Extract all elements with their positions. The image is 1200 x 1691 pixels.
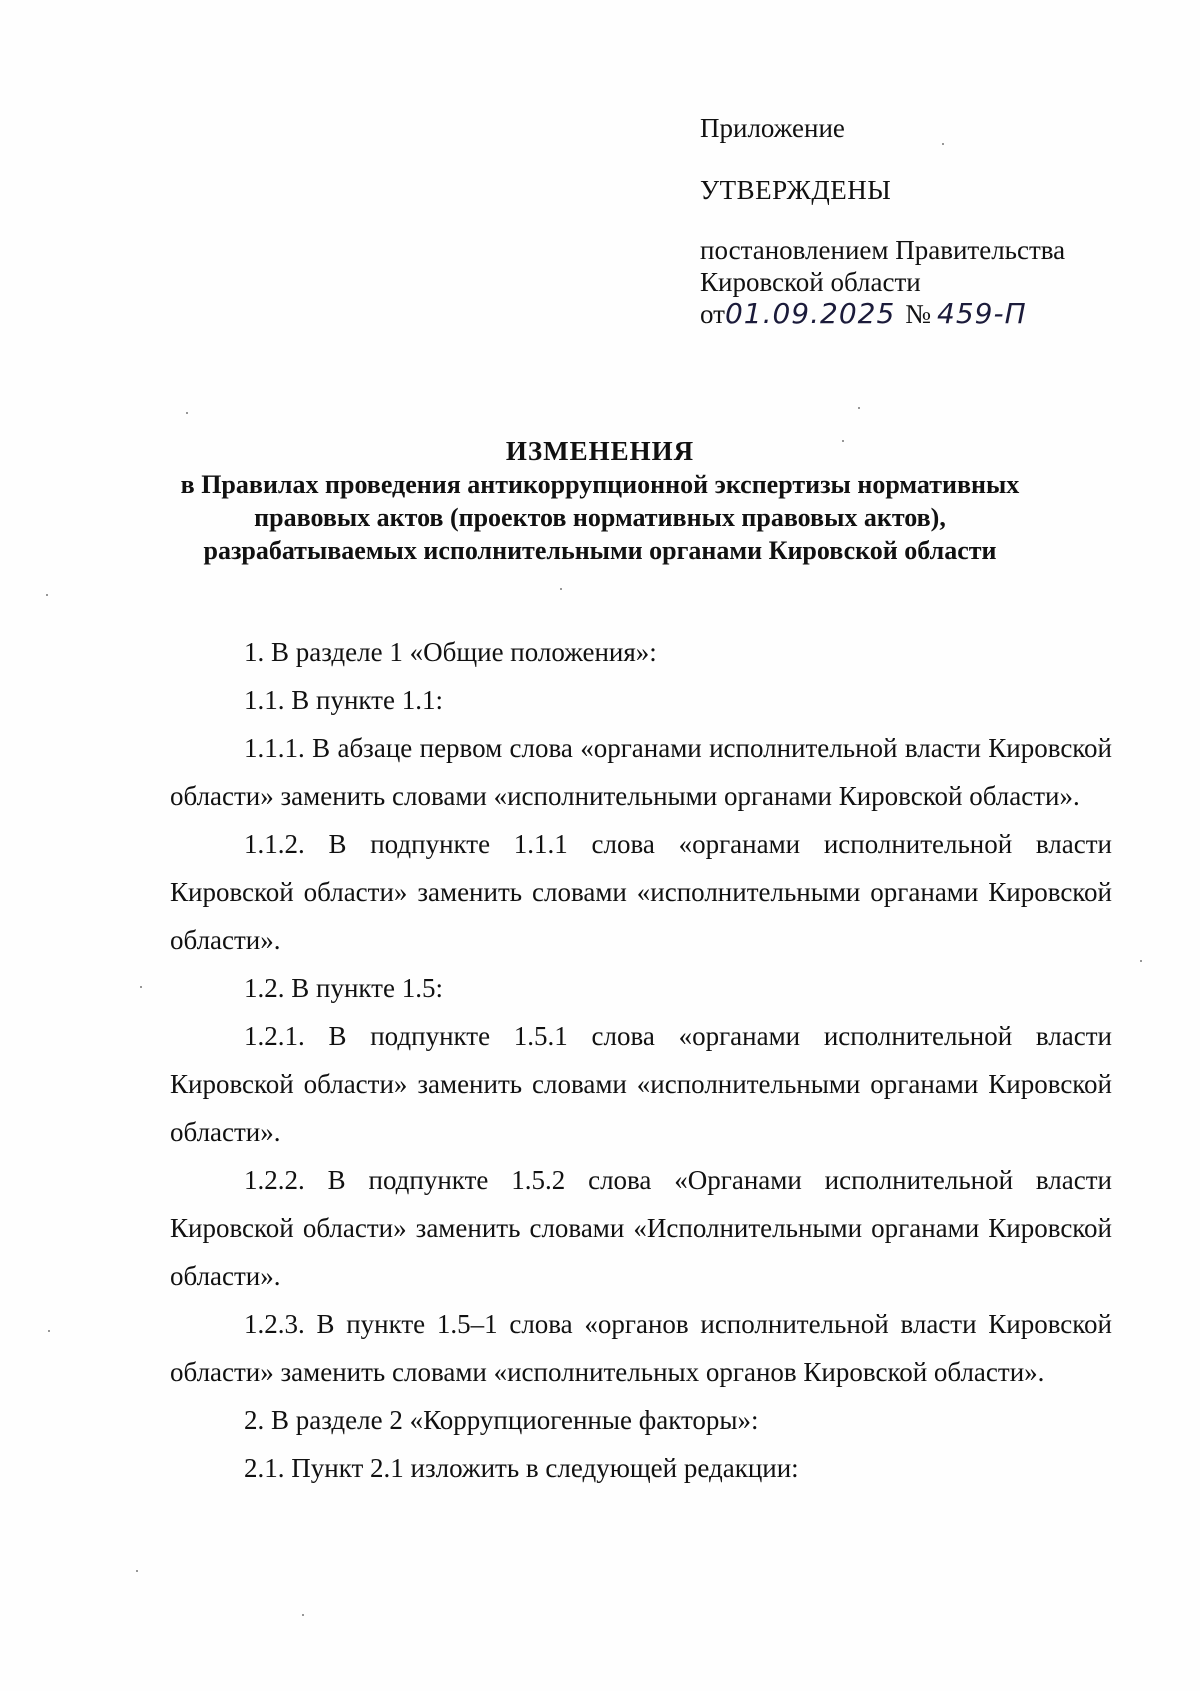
scan-speck	[48, 1330, 50, 1332]
paragraph-1-2-2: 1.2.2. В подпункте 1.5.2 слова «Органами исполнительной власти Кировской области» заменить словами «Исполнительными органами Кировской области».	[170, 1165, 1112, 1291]
paragraph-1-2-3: 1.2.3. В пункте 1.5–1 слова «органов исполнительной власти Кировской области» заменить словами «исполнительных органов Кировской области».	[170, 1309, 1112, 1387]
handwritten-decree-number: 459-П	[937, 297, 1027, 330]
scan-speck	[140, 986, 142, 988]
decree-date-number-line	[700, 298, 1160, 330]
scan-speck	[560, 588, 562, 590]
paragraph-1-2-1: 1.2.1. В подпункте 1.5.1 слова «органами исполнительной власти Кировской области» заменить словами «исполнительными органами Кировской области».	[170, 1021, 1112, 1147]
paragraph-section-2: 2. В разделе 2 «Коррупциогенные факторы»:	[244, 1405, 759, 1435]
date-prefix: от	[700, 299, 725, 329]
paragraph-1-1: 1.1. В пункте 1.1:	[244, 685, 443, 715]
paragraph-1-1-1: 1.1.1. В абзаце первом слова «органами исполнительной власти Кировской области» заменить словами «исполнительными органами Кировской области».	[170, 733, 1112, 811]
document-subtitle-line-3: разрабатываемых исполнительными органами Кировской области	[203, 536, 997, 565]
document-title: ИЗМЕНЕНИЯ	[505, 436, 695, 466]
paragraph-2-1: 2.1. Пункт 2.1 изложить в следующей редакции:	[244, 1453, 799, 1483]
approved-label: УТВЕРЖДЕНЫ	[700, 175, 892, 205]
scan-speck	[186, 412, 188, 414]
scan-speck	[942, 143, 944, 145]
approved-by-line-1: постановлением Правительства	[700, 235, 1066, 265]
approved-by-line-2: Кировской области	[700, 267, 921, 297]
document-subtitle-line-2: правовых актов (проектов нормативных правовых актов),	[254, 503, 946, 532]
paragraph-section-1: 1. В разделе 1 «Общие положения»:	[244, 637, 657, 667]
document-subtitle-line-1: в Правилах проведения антикоррупционной экспертизы нормативных	[180, 470, 1020, 499]
paragraph-1-1-2: 1.1.2. В подпункте 1.1.1 слова «органами исполнительной власти Кировской области» заменить словами «исполнительными органами Кировской области».	[170, 829, 1112, 955]
scan-speck	[842, 440, 844, 442]
scan-speck	[1140, 960, 1142, 962]
number-sign: №	[905, 299, 932, 329]
appendix-label: Приложение	[700, 113, 845, 143]
approval-block	[700, 112, 1160, 330]
document-body	[170, 628, 1112, 1492]
document-title-block	[100, 435, 1100, 567]
paragraph-1-2: 1.2. В пункте 1.5:	[244, 973, 443, 1003]
scan-speck	[302, 1614, 304, 1616]
scan-speck	[858, 407, 860, 409]
scan-speck	[46, 594, 48, 596]
handwritten-date: 01.09.2025	[724, 297, 896, 330]
scan-speck	[136, 1570, 138, 1572]
